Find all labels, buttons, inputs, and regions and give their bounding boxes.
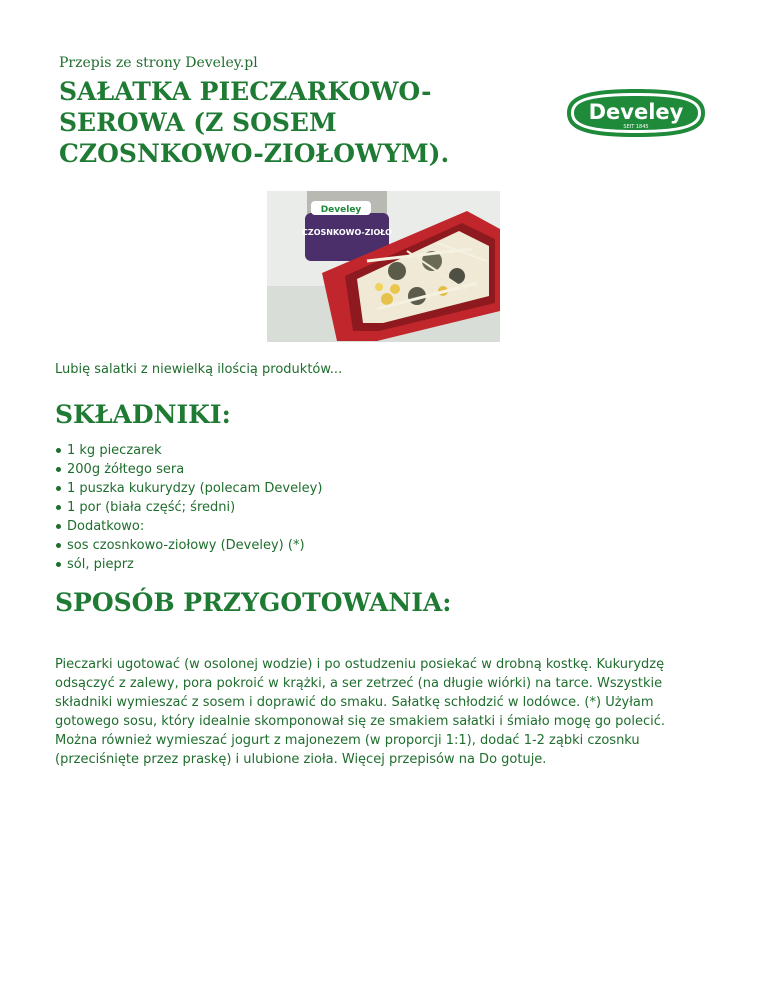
intro-text: Lubię salatki z niewielką ilością produktów... <box>55 362 343 377</box>
ingredients-heading: SKŁADNIKI: <box>55 400 231 429</box>
list-item: Dodatkowo: <box>55 517 322 536</box>
list-item: sos czosnkowo-ziołowy (Develey) (*) <box>55 536 322 555</box>
source-line: Przepis ze strony Develey.pl <box>59 55 258 71</box>
list-item: sól, pieprz <box>55 555 322 574</box>
jar-label-text: CZOSNKOWO-ZIOŁO <box>302 228 392 237</box>
list-item: 1 por (biała część; średni) <box>55 498 322 517</box>
recipe-title: SAŁATKA PIECZARKOWO-SEROWA (Z SOSEM CZOSNKOWO-ZIOŁOWYM). <box>59 77 450 168</box>
develey-logo <box>563 83 709 143</box>
jar-brand-text: Develey <box>320 205 362 215</box>
list-item: 1 kg pieczarek <box>55 441 322 460</box>
salad-photo <box>267 191 500 342</box>
method-text: Pieczarki ugotować (w osolonej wodzie) i po ostudzeniu posiekać w drobną kostkę. Kukurydzę odsączyć z zalewy, pora pokroić w krążki, a ser zetrzeć (na długie wiórki) na tarce. Wszystkie składniki wymieszać z sosem i doprawić do smaku. Sałatkę schłodzić w lodówce. (*) Użyłam gotowego sosu, który idealnie skomponował się ze smakiem sałatki i śmiało mogę go polecić. Można również wymieszać jogurt z majonezem (w proporcji 1:1), dodać 1-2 ząbki czosnku (przeciśnięte przez praskę) i ulubione zioła. Więcej przepisów na Do gotuje. <box>55 657 665 767</box>
ingredients-list <box>55 441 322 574</box>
method-heading: SPOSÓB PRZYGOTOWANIA: <box>55 588 452 617</box>
list-item: 200g żółtego sera <box>55 460 322 479</box>
logo-since-text: SEIT 1845 <box>623 124 649 130</box>
list-item: 1 puszka kukurydzy (polecam Develey) <box>55 479 322 498</box>
logo-brand-text: Develey <box>588 100 684 124</box>
